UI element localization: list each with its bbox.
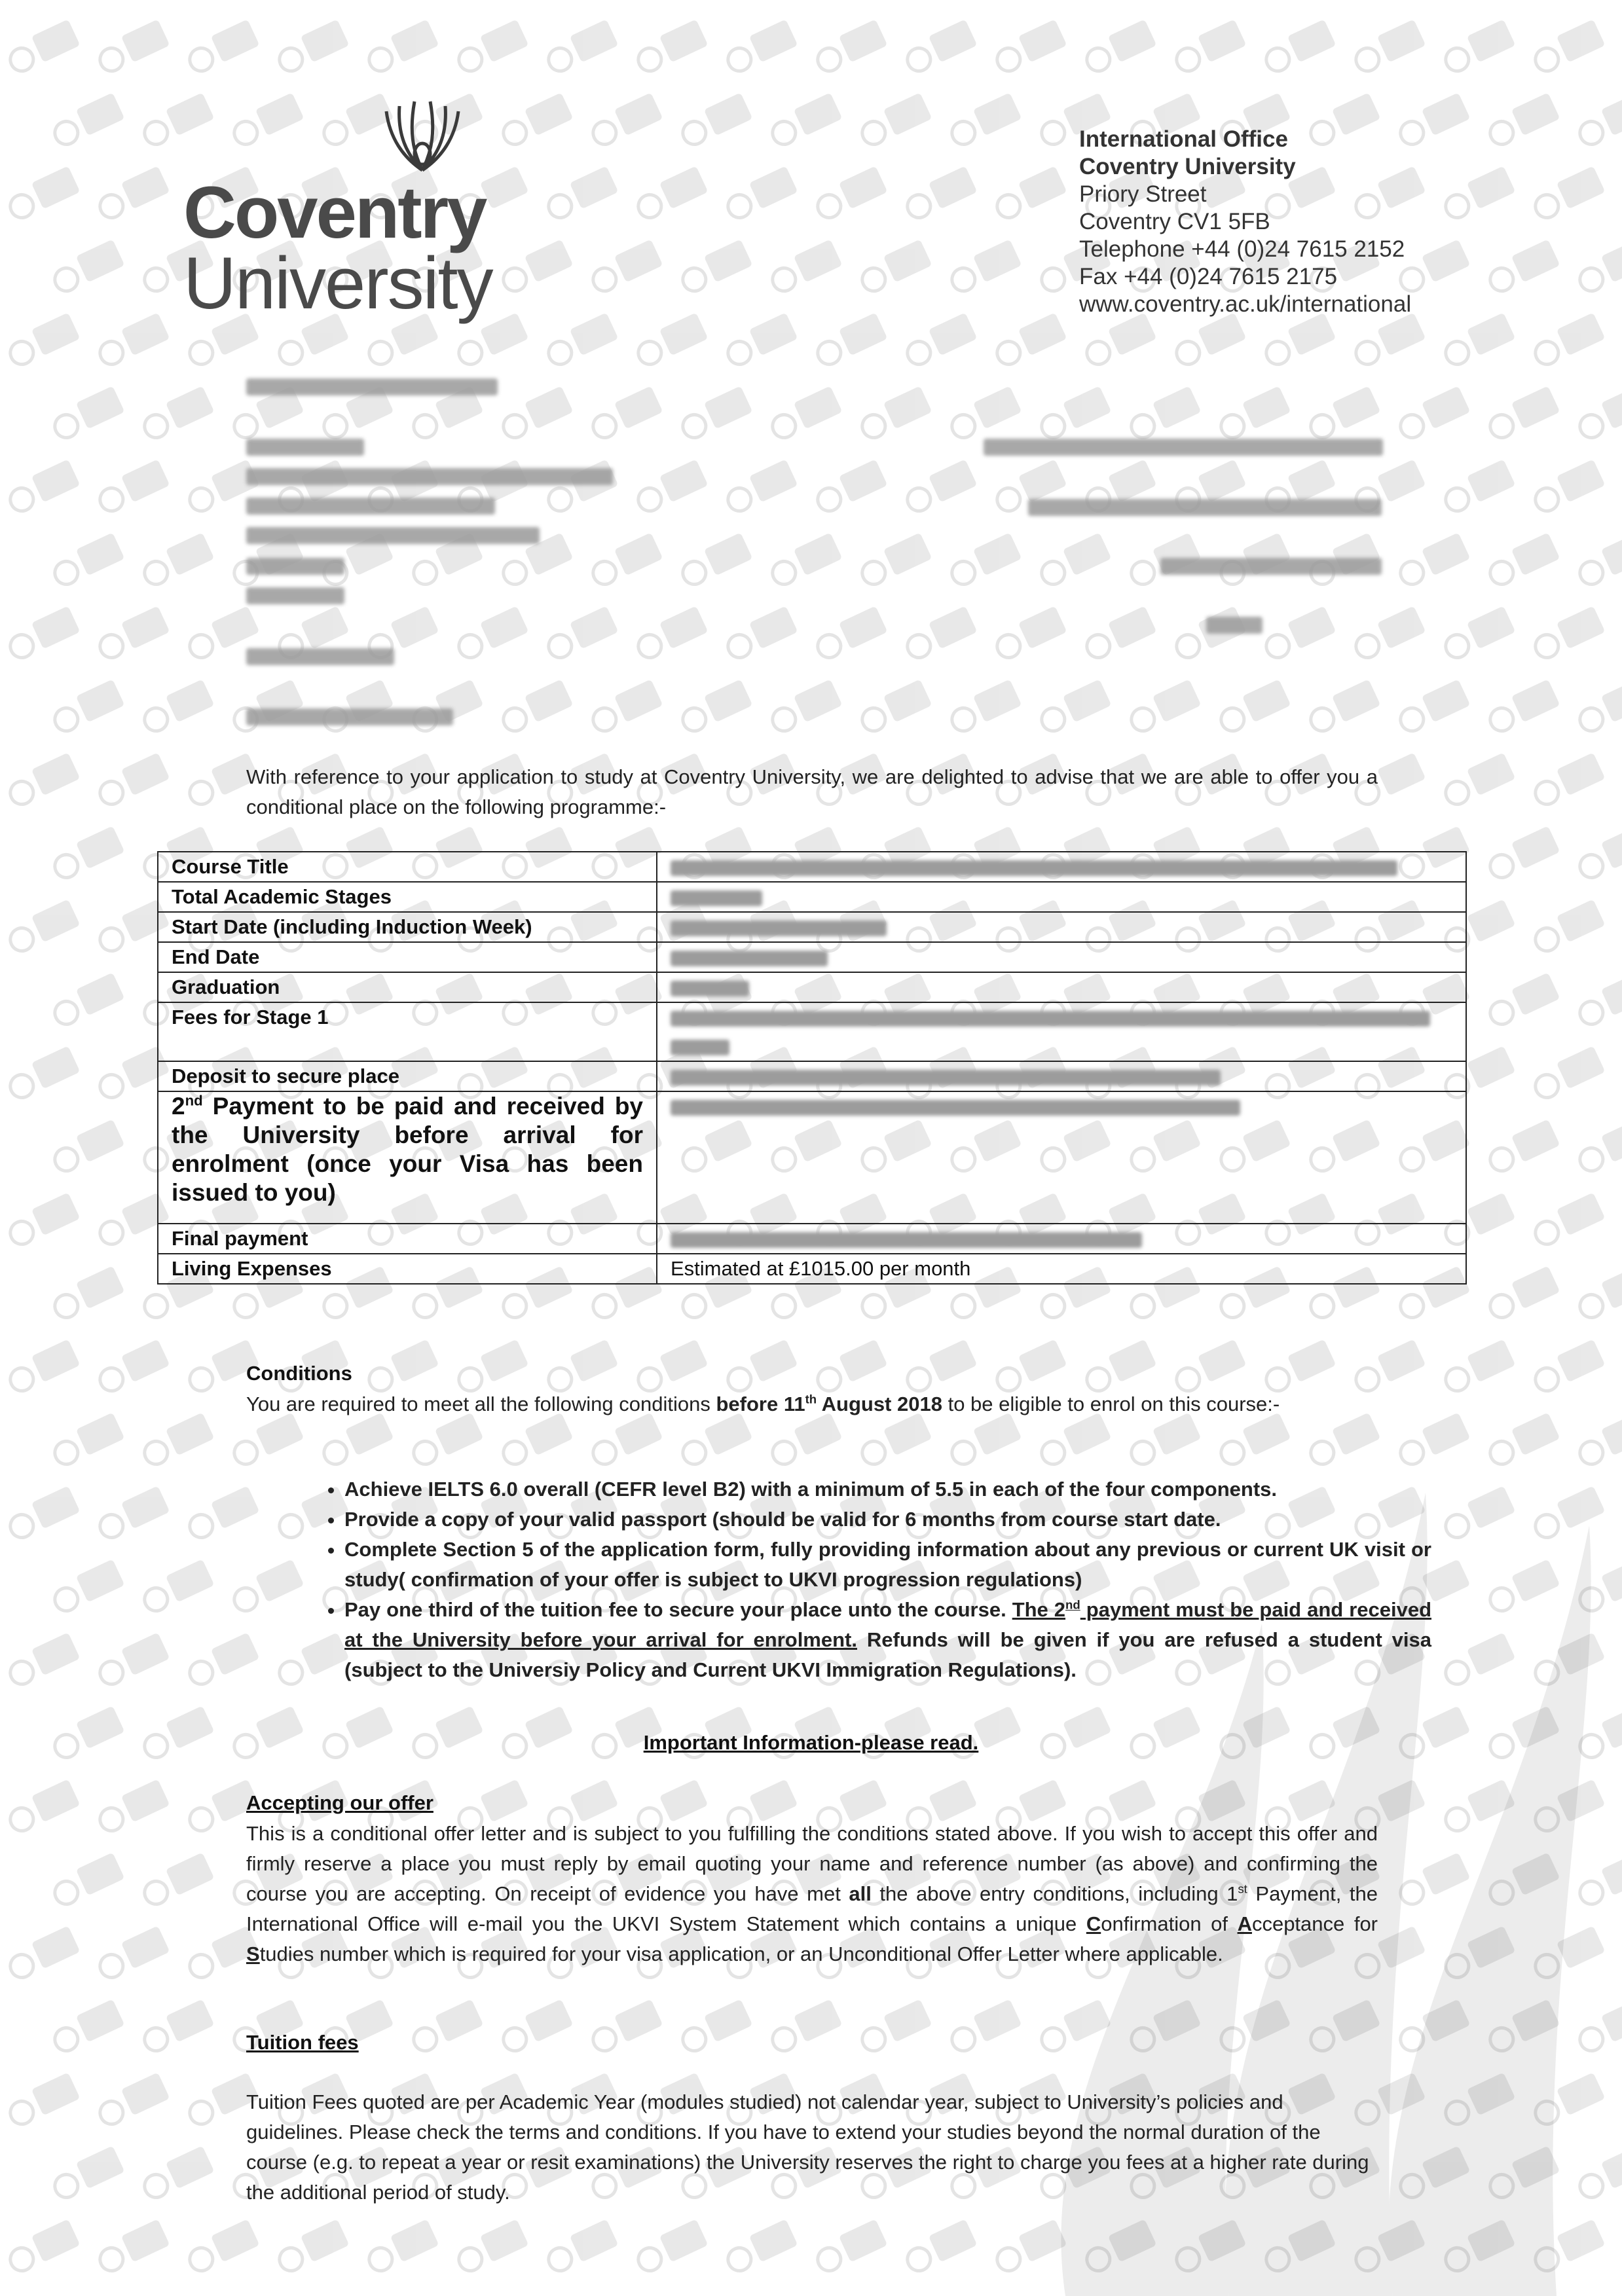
accepting-offer-heading: Accepting our offer	[246, 1791, 433, 1814]
row-value-redacted	[657, 882, 1466, 912]
row-label: Fees for Stage 1	[158, 1002, 657, 1061]
conditions-list	[288, 1474, 1431, 1685]
row-value-redacted	[657, 1002, 1466, 1061]
table-row	[158, 1091, 1466, 1224]
table-row	[158, 942, 1466, 972]
table-row	[158, 1061, 1466, 1091]
row-label: End Date	[158, 942, 657, 972]
row-label: Course Title	[158, 852, 657, 882]
sender-address-block	[1079, 126, 1411, 318]
row-label: Start Date (including Induction Week)	[158, 912, 657, 942]
conditions-heading: Conditions	[246, 1362, 352, 1385]
tuition-fees-heading: Tuition fees	[246, 2031, 359, 2054]
table-row	[158, 1254, 1466, 1284]
row-value: Estimated at £1015.00 per month	[657, 1254, 1466, 1284]
condition-item: • Provide a copy of your valid passport (should be valid for 6 months from course start date.	[344, 1504, 1431, 1535]
redacted-line	[246, 708, 453, 725]
redacted-line	[1160, 558, 1382, 575]
redacted-line	[246, 468, 613, 485]
address-line: Priory Street	[1079, 181, 1207, 207]
table-row	[158, 912, 1466, 942]
condition-item: • Achieve IELTS 6.0 overall (CEFR level B2) with a minimum of 5.5 in each of the four components.	[344, 1474, 1431, 1504]
table-row	[158, 882, 1466, 912]
redacted-line	[1028, 499, 1382, 516]
coventry-university-logo	[183, 98, 492, 324]
redacted-line	[246, 498, 495, 515]
row-value-redacted	[657, 1091, 1466, 1224]
row-label: Living Expenses	[158, 1254, 657, 1284]
row-value-redacted	[657, 942, 1466, 972]
row-label: Deposit to secure place	[158, 1061, 657, 1091]
row-value-redacted	[657, 1061, 1466, 1091]
table-row	[158, 1002, 1466, 1061]
row-value-redacted	[657, 912, 1466, 942]
condition-item: • Pay one third of the tuition fee to secure your place unto the course. The 2nd payment must be paid and received at the University before your arrival for enrolment. Refunds will be given if you are refused a student visa (subject to the Universiy Policy and Current UKVI Immigration Regulations).	[344, 1595, 1431, 1685]
redacted-line	[984, 439, 1383, 456]
redacted-line	[246, 439, 364, 456]
logo-wordmark-coventry: Coventry	[183, 172, 486, 253]
important-information-heading: Important Information-please read.	[643, 1731, 979, 1754]
redacted-line	[246, 527, 540, 544]
address-line: International Office	[1079, 126, 1288, 152]
accepting-offer-paragraph: This is a conditional offer letter and is subject to you fulfilling the conditions stated above. If you wish to accept this offer and firmly reserve a place you must reply by email quoting your name and reference number (as above) and confirming the course you are accepting. On receipt of evidence you have met all the above entry conditions, including 1st Payment, the International Office will e-mail you the UKVI System Statement which contains a unique Confirmation of Acceptance for Studies number which is required for your visa application, or an Unconditional Offer Letter where applicable.	[246, 1822, 1378, 1965]
logo-wordmark-university: University	[183, 242, 492, 324]
row-value-redacted	[657, 972, 1466, 1002]
address-line: Fax +44 (0)24 7615 2175	[1079, 264, 1338, 289]
course-details-table	[157, 851, 1467, 1285]
address-line: Telephone +44 (0)24 7615 2152	[1079, 236, 1405, 262]
redacted-line	[246, 378, 498, 395]
address-line: Coventry CV1 5FB	[1079, 209, 1270, 234]
intro-paragraph: With reference to your application to study at Coventry University, we are delighted to advise that we are able to offer you a conditional place on the following programme:-	[246, 765, 1378, 818]
redacted-line	[246, 558, 344, 575]
row-label: Final payment	[158, 1224, 657, 1254]
address-line: Coventry University	[1079, 154, 1296, 179]
table-row	[158, 972, 1466, 1002]
conditions-lead: You are required to meet all the following conditions before 11th August 2018 to be eligible to enrol on this course:-	[246, 1392, 1280, 1415]
condition-item: • Complete Section 5 of the application form, fully providing information about any previous or current UK visit or study( confirmation of your offer is subject to UKVI progression regulations)	[344, 1535, 1431, 1595]
row-label: Graduation	[158, 972, 657, 1002]
row-label: Total Academic Stages	[158, 882, 657, 912]
row-value-redacted	[657, 852, 1466, 882]
redacted-line	[246, 587, 344, 604]
redacted-line	[1206, 617, 1263, 634]
table-row	[158, 852, 1466, 882]
row-value-redacted	[657, 1224, 1466, 1254]
tuition-fees-paragraph: Tuition Fees quoted are per Academic Year (modules studied) not calendar year, subject to University’s policies and guidelines. Please check the terms and conditions. If you have to extend your studies beyond the normal duration of the course (e.g. to repeat a year or resit examinations) the University reserves the right to charge you fees at a higher rate during the additional period of study.	[246, 2090, 1369, 2204]
phoenix-icon	[377, 98, 468, 177]
website-link[interactable]: www.coventry.ac.uk/international	[1079, 291, 1412, 317]
row-label-second-payment: 2nd Payment to be paid and received by the University before arrival for enrolment (once your Visa has been issued to you)	[158, 1091, 657, 1224]
table-row	[158, 1224, 1466, 1254]
redacted-line	[246, 648, 394, 665]
